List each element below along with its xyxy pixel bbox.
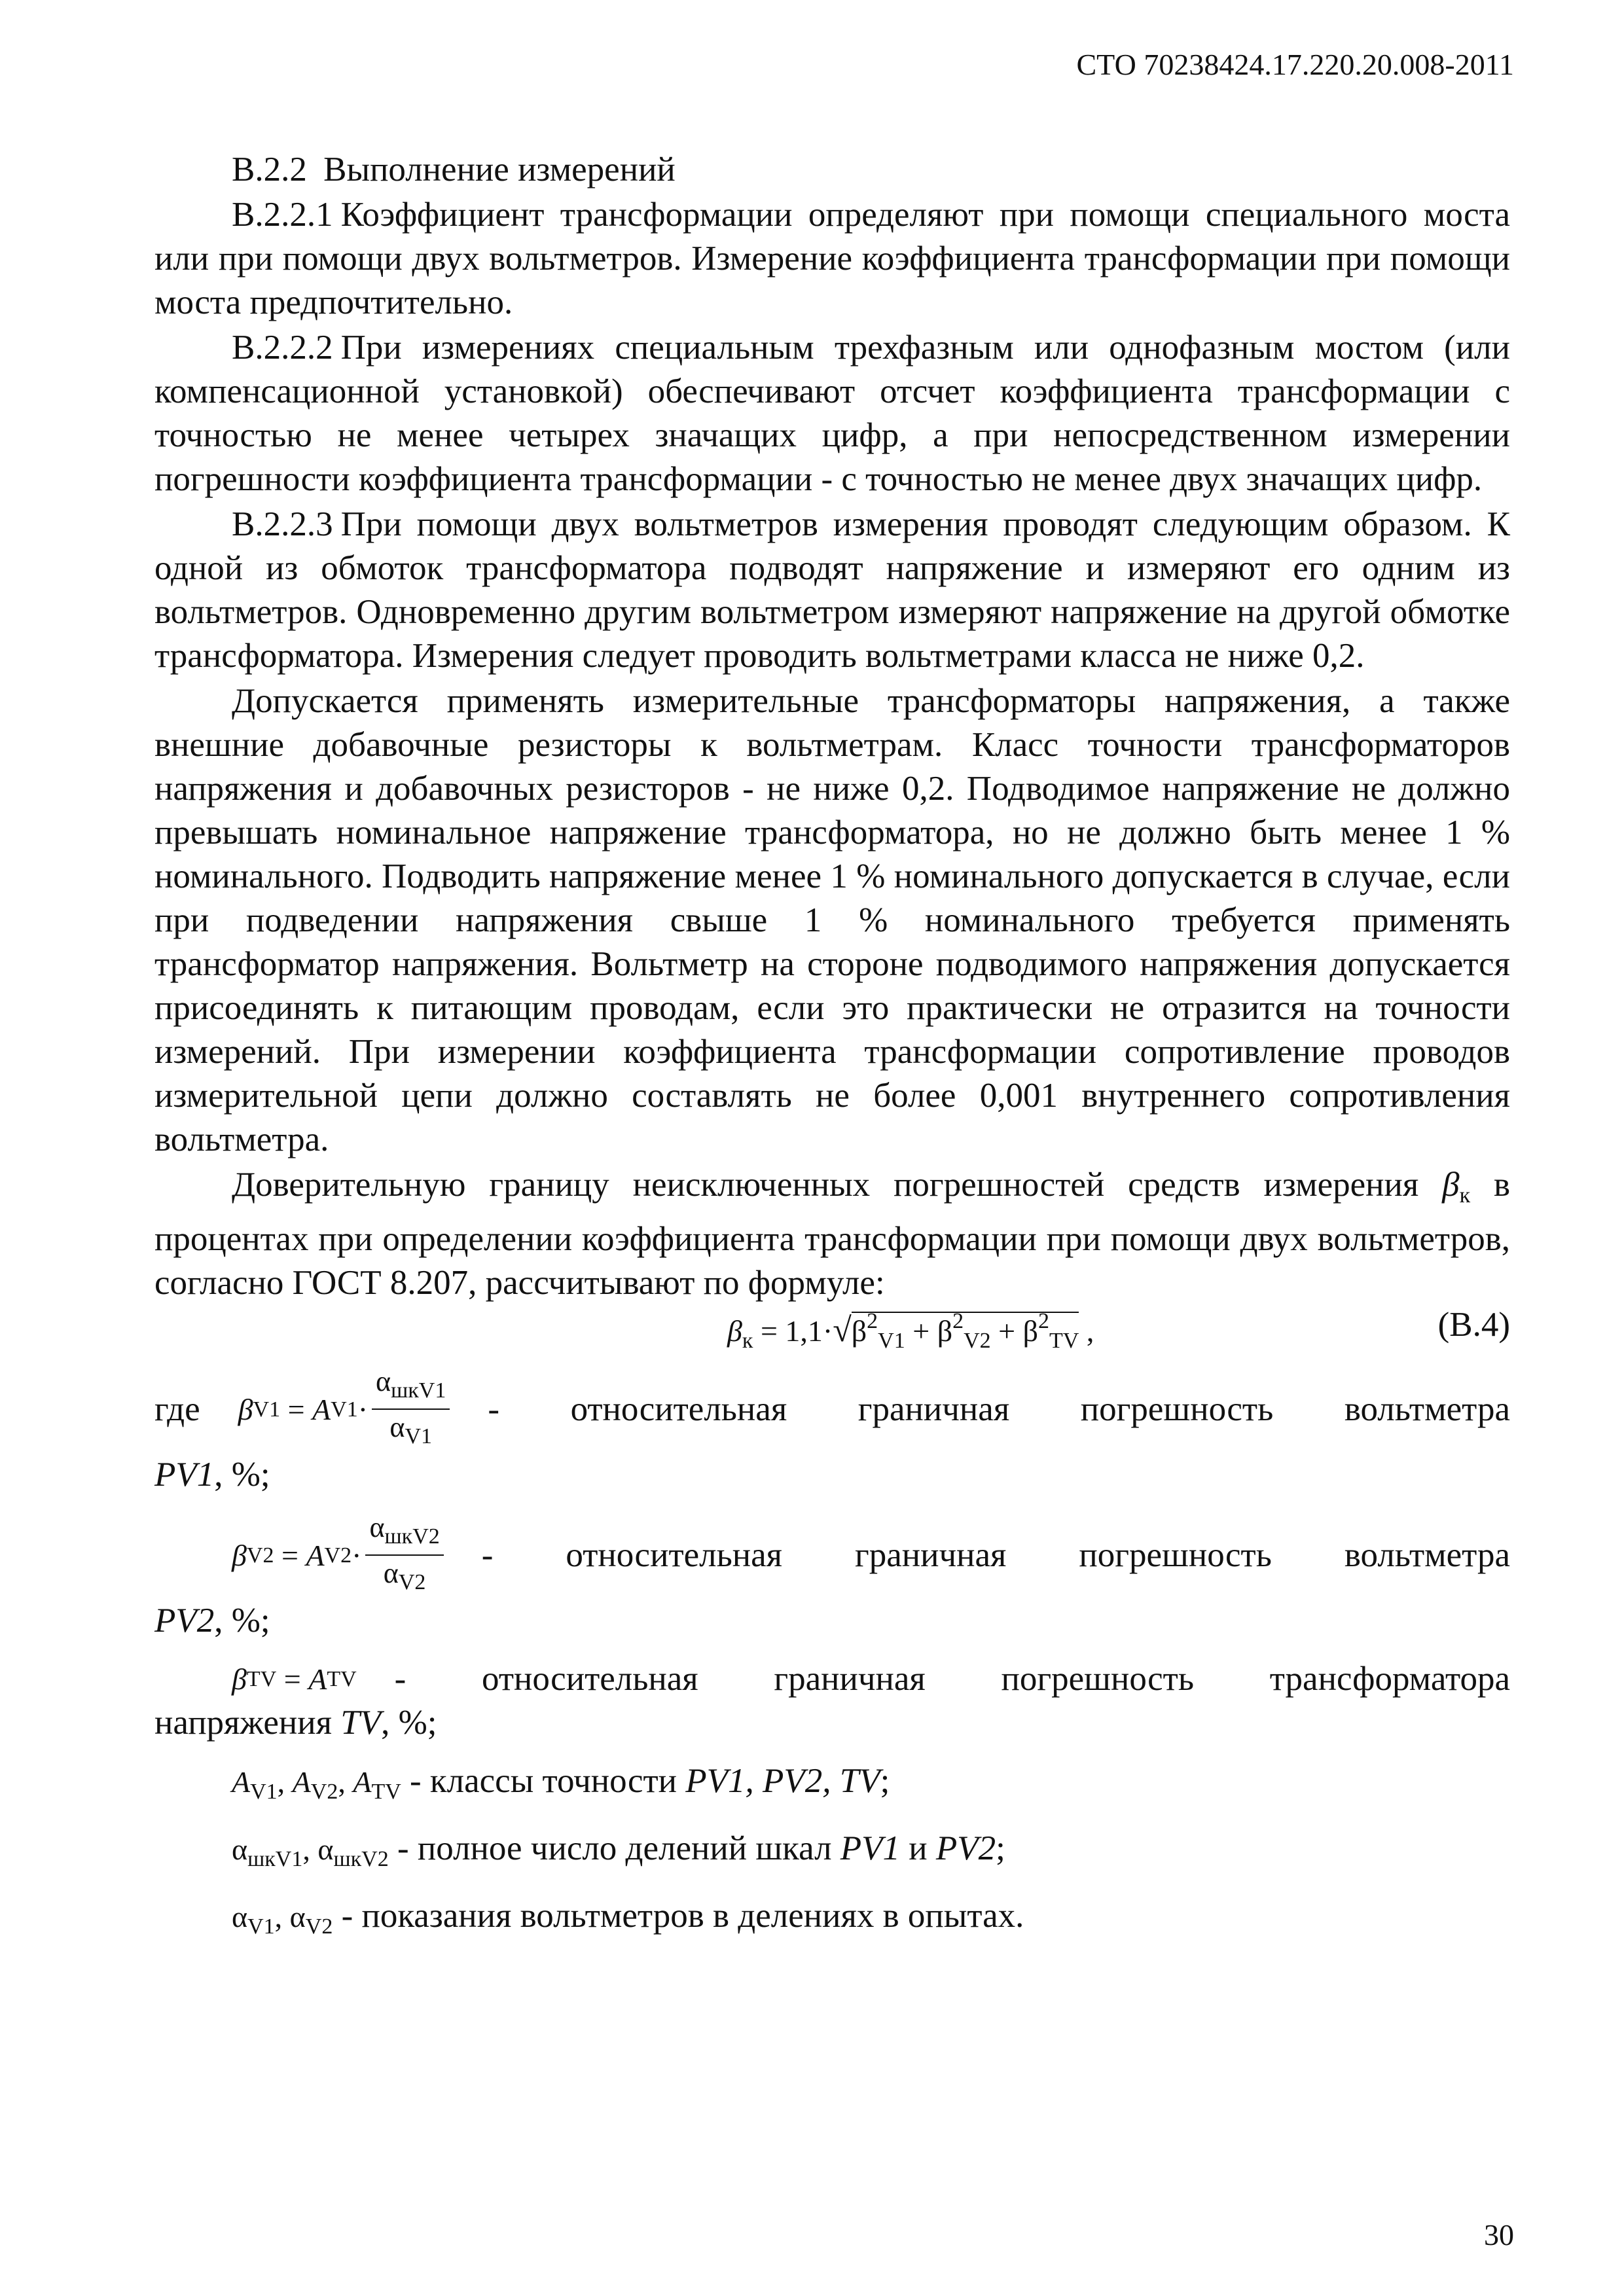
section-title: Выполнение измерений <box>323 151 676 188</box>
paragraph-text: При измерениях специальным трехфазным или однофазным мостом (или компенсационной установкой) обеспечивают отсчет коэффициента трансформации с точностью не менее четырех значащих цифр, а при непосредственном измерении погрешности коэффициента трансформации - с точностью не менее двух значащих цифр. <box>154 329 1510 498</box>
definition-beta-v2: β V2 = A V2 · $\frac{\alpha_{шкV2}}{\alpha_{V2}}$ - относительная граничная погрешность вольтметра <box>154 1511 1510 1599</box>
fraction: $\frac{\alpha_{шкV2}}{\alpha_{V2}}$ <box>365 1511 443 1599</box>
paragraph-number: В.2.2.1 <box>232 196 333 234</box>
section-number: В.2.2 <box>232 151 307 188</box>
document-code: СТО 70238424.17.220.20.008-2011 <box>1076 48 1514 81</box>
definition-beta-v1: где β V1 = A V1 · $\frac{\alpha_{шкV1}}{\alpha_{V1}}$ - относительная граничная погрешность вольтметра <box>154 1365 1510 1453</box>
paragraph-confidence <box>154 1163 1510 1305</box>
sqrt-icon: √ <box>833 1312 852 1349</box>
fraction: $\frac{\alpha_{шкV1}}{\alpha_{V1}}$ <box>372 1365 450 1453</box>
beta-v2-expression: β V2 = A V2 · $\frac{\alpha_{шкV2}}{\alpha_{V2}}$ <box>232 1511 444 1599</box>
paragraph-b222 <box>154 326 1510 501</box>
definition-beta-tv-unit: напряжения TV, %; <box>154 1704 437 1742</box>
paragraph-text: Коэффициент трансформации определяют при помощи специального моста или при помощи двух вольтметров. Измерение коэффициента трансформации при помощи моста предпочтительно. <box>154 196 1510 321</box>
definition-beta-v1-unit: PV1, %; <box>154 1456 270 1494</box>
definition-beta-tv: β TV = A TV - относительная граничная погрешность трансформатора <box>154 1657 1510 1701</box>
paragraph-number: В.2.2.2 <box>232 329 333 367</box>
where-label: где <box>154 1390 200 1428</box>
definition-scale-divisions: $\alpha_{шкV1}$, $\alpha_{шкV2}$ - полное число делений шкал PV1 и PV2; <box>232 1829 1005 1871</box>
paragraph-text: Допускается применять измерительные трансформаторы напряжения, а также внешние добавочные резисторы к вольтметрам. Класс точности трансформаторов напряжения и добавочных резисторов - не ниже 0,2. Подводимое напряжение не должно превышать номинальное напряжение трансформатора, но не должно быть менее 1 % номинального. Подводить напряжение менее 1 % номинального допускается в случае, если при подведении напряжения свыше 1 % номинального требуется применять трансформатор напряжения. Вольтметр на стороне подводимого напряжения допускается присоединять к питающим проводам, если это практически не отразится на точности измерений. При измерении коэффициента трансформации сопротивление проводов измерительной цепи должно составлять не более 0,001 внутреннего сопротивления вольтметра. <box>154 682 1510 1158</box>
paragraph-b221 <box>154 193 1510 325</box>
page-number: 30 <box>1484 2218 1514 2251</box>
confidence-lead: Доверительную границу неисключенных погрешностей средств измерения <box>232 1166 1419 1204</box>
formula-expression: $\beta_к = 1,1\cdot√\beta^2_{V1} + \beta^2_{V2} + \beta^2_{TV}$ , <box>727 1309 1094 1353</box>
paragraph-text: При помощи двух вольтметров измерения проводят следующим образом. К одной из обмоток трансформатора подводят напряжение и измеряют его одним из вольтметров. Одновременно другим вольтметром измеряют напряжение на другой обмотке трансформатора. Измерения следует проводить вольтметрами класса не ниже 0,2. <box>154 505 1510 675</box>
beta-v1-expression: β V1 = A V1 · $\frac{\alpha_{шкV1}}{\alpha_{V1}}$ <box>238 1365 450 1453</box>
beta-k-symbol: βк <box>1442 1166 1471 1208</box>
radicand: $\beta^2_{V1} + \beta^2_{V2} + \beta^2_{TV}$ <box>851 1309 1079 1353</box>
beta-tv-expression: β TV = A TV <box>232 1662 357 1696</box>
paragraph-b223 <box>154 503 1510 678</box>
formula-b4 <box>154 1305 1510 1359</box>
equation-number: (В.4) <box>1437 1306 1510 1344</box>
paragraph-tolerances <box>154 679 1510 1162</box>
definition-accuracy-classes: $A_{V1}$, $A_{V2}$, $A_{TV}$ - классы точности PV1, PV2, TV; <box>232 1762 890 1804</box>
definition-beta-v2-unit: PV2, %; <box>154 1602 270 1640</box>
page-content <box>154 148 1510 1962</box>
paragraph-number: В.2.2.3 <box>232 505 333 543</box>
section-heading <box>154 148 1510 192</box>
definition-readings: $\alpha_{V1}$, $\alpha_{V2}$ - показания вольтметров в делениях в опытах. <box>232 1897 1024 1939</box>
confidence-tail: в процентах при определении коэффициента трансформации при помощи двух вольтметров, согласно ГОСТ 8.207, рассчитывают по формуле: <box>154 1166 1511 1302</box>
